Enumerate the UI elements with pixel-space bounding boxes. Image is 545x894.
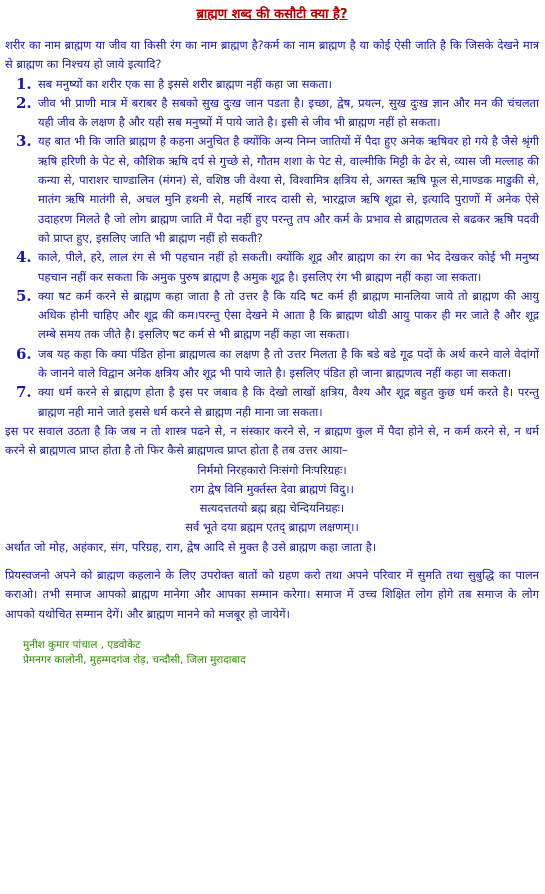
list-item — [5, 287, 539, 345]
list-item — [5, 345, 539, 384]
appeal-paragraph: प्रियस्वजनो अपने को ब्राह्मण कहलाने के लिए उपरोक्त बातों को ग्रहण करो तथा अपने परिवार में सुमति तथा सुबुद्धि का पालन कराओ। तभी समाज आपको ब्राह्मण मानेगा और आपका सम्मान करेगा। समाज में उच्च शिक्षित लोग होगे तब समाज के लोग आपको यथोचित सम्मान देगें। और ब्राह्मण मानने को मजबूर हो जायेगें। — [5, 568, 539, 621]
verse-line: सर्व भूते दया ब्रह्मम एतद् ब्राह्मण लक्षणम्।। — [185, 520, 359, 535]
list-item — [5, 132, 539, 248]
author-address: प्रेमनगर कालोनी, मुहम्मदगंज रोड़, चन्दौसी, जिला मुरादाबाद — [23, 653, 246, 666]
point-list — [5, 75, 539, 422]
sanskrit-verse — [5, 461, 539, 538]
point-text: काले, पीले, हरे, लाल रंग से भी पहचान नहीं हो सकती। क्योंकि शूद्र और ब्राह्मण का रंग का भेद देखकर कोई भी मनुष्य पहचान नहीं कर सकता कि अमुक पुरुष ब्राह्मण है अमुक शूद्र है। इसलिए रंग भी ब्राह्मण नहीं कहा जा सकता। — [38, 250, 539, 284]
point-text: क्या षट कर्म करने से ब्राह्मण कहा जाता है तो उत्तर है कि यदि षट कर्म ही ब्राह्मण मानलिया जाये तो ब्राह्मण की आयु अधिक होनी चाहिए और शूद्र की कम।परन्तु ऐसा देखने मे आता है कि ब्राह्मण थोडी आयु पाकर ही मर जाते है और शूद्र लम्बे समय तक जीते है। इसलिए षट कर्म से भी ब्राह्मण नहीं कहा जा सकता। — [38, 288, 539, 342]
spacer — [5, 557, 539, 566]
point-number: 2. — [16, 93, 32, 112]
list-item — [5, 94, 539, 133]
page-title: ब्राह्मण शब्द की कसौटी क्या है? — [196, 7, 348, 22]
point-number: 1. — [16, 74, 32, 93]
question-paragraph: इस पर सवाल उठता है कि जब न तो शास्त्र पढने से, न संस्कार करने से, न ब्राह्मण कुल में पैदा होने से, न कर्म करने से, न धर्म करने से ब्राह्मणत्व प्राप्त होता है तो फिर कैसे ब्राह्मणत्व प्राप्त होता है तब उत्तर आया– — [5, 423, 539, 458]
verse-line: सत्यदत्ततयो ब्रह्म ब्रह्म चेन्दियनिग्रहः। — [199, 501, 345, 516]
author-name: मुनीश कुमार पांचाल , एडवोकेट — [23, 638, 141, 651]
point-number: 7. — [16, 383, 32, 402]
intro-paragraph: शरीर का नाम ब्राह्मण या जीव या किसी रंग का नाम ब्राह्मण है?कर्म का नाम ब्राह्मण है या कोई ऐसी जाति है कि जिसके देखने मात्र से ब्राह्मण का निश्चय हो जाये इत्यादि? — [5, 38, 539, 72]
point-number: 5. — [16, 286, 32, 305]
verse-line: निर्ममो निरहकारो निःसंगो निःपरिग्रहः। — [197, 462, 347, 477]
point-number: 6. — [16, 344, 32, 363]
point-text: क्या धर्म करने से ब्राह्मण होता है इस पर जबाव है कि देखो लाखों क्षत्रिय, वैश्य और शूद्र बहुत कुछ धर्म करते है। परन्तु ब्राह्मण नही माने जाते इससे धर्म करने से ब्राह्मण नही माना जा सकता। — [38, 385, 539, 419]
point-text: यह बात भी कि जाति ब्राह्मण है कहना अनुचित है क्योंकि अन्य निम्न जातियों में पैदा हुए अनेक ऋषिवर हो गये है जैसे श्रृंगी ऋषि हरिणी के पेट से, कौशिक ऋषि दर्प से गुच्छे से, गौतम शशा के पेट से, वाल्मीकि मिट्टी के ढेर से, व्यास जी मल्लाह की कन्या से, पाराशर चाण्डालिन (मंगन) से, वशिष्ठ जी वेश्या से, विश्वामित्र क्षत्रिय से, अगस्त ऋषि फूल से,माण्डक माडुकी से, मातंग ऋषि मातंगी से, अचल मुनि हथनी से, महर्षि नारद दासी से, भारद्वाज ऋषि शूद्रा से, इत्यादि पुराणों में अनेक ऐसे उदाहरण मिलते है जो लोग ब्राह्मण जाति में पैदा नहीं हुए परन्तु तप और कर्म के प्रभाव से ब्राह्मणतत्व से बढकर ऋषि पदवी को प्राप्त हुए, इसलिए जाति भी ब्राह्मण नहीं हो सकती? — [38, 134, 539, 245]
list-item — [5, 75, 539, 94]
point-text: सब मनुष्यों का शरीर एक सा है इससे शरीर ब्राह्मण नहीं कहा जा सकता। — [38, 76, 332, 91]
point-number: 3. — [16, 132, 32, 151]
meaning-paragraph: अर्थात जो मोह, अहंकार, संग, परिग्रह, राग, द्वेष आदि से मुक्त है उसे ब्राह्मण कहा जाता है। — [5, 539, 377, 554]
point-text: जब यह कहा कि क्या पंडित होना ब्राह्मणत्व का लक्षण है तो उत्तर मिलता है कि बडे बडे गूढ पदों के अर्थ करने वाले वेदांगों के जानने वाले विद्वान अनेक क्षत्रिय और शूद्र भी पाये जाते है। इसलिए पंडित हो जाना ब्राह्मणत्व नहीं कहा जा सकता। — [38, 346, 539, 381]
article — [0, 6, 545, 668]
list-item — [5, 248, 539, 287]
point-number: 4. — [16, 248, 32, 267]
list-item — [5, 383, 539, 422]
point-text: जीव भी प्राणी मात्र में बराबर है सबको सुख दुःख जान पडता है। इच्छा, द्वेष, प्रयत्न, सुख दुःख ज्ञान और मन की चंचलता यही जीव के लक्षण है और यही सब मनुष्यों में पाये जाते है। इसी से जीव भी ब्राह्मण नहीं हो सकता। — [38, 95, 539, 130]
verse-line: राग द्वेष विनि मुर्क्तस्त देवा ब्राह्मणं विदु।। — [190, 481, 354, 496]
